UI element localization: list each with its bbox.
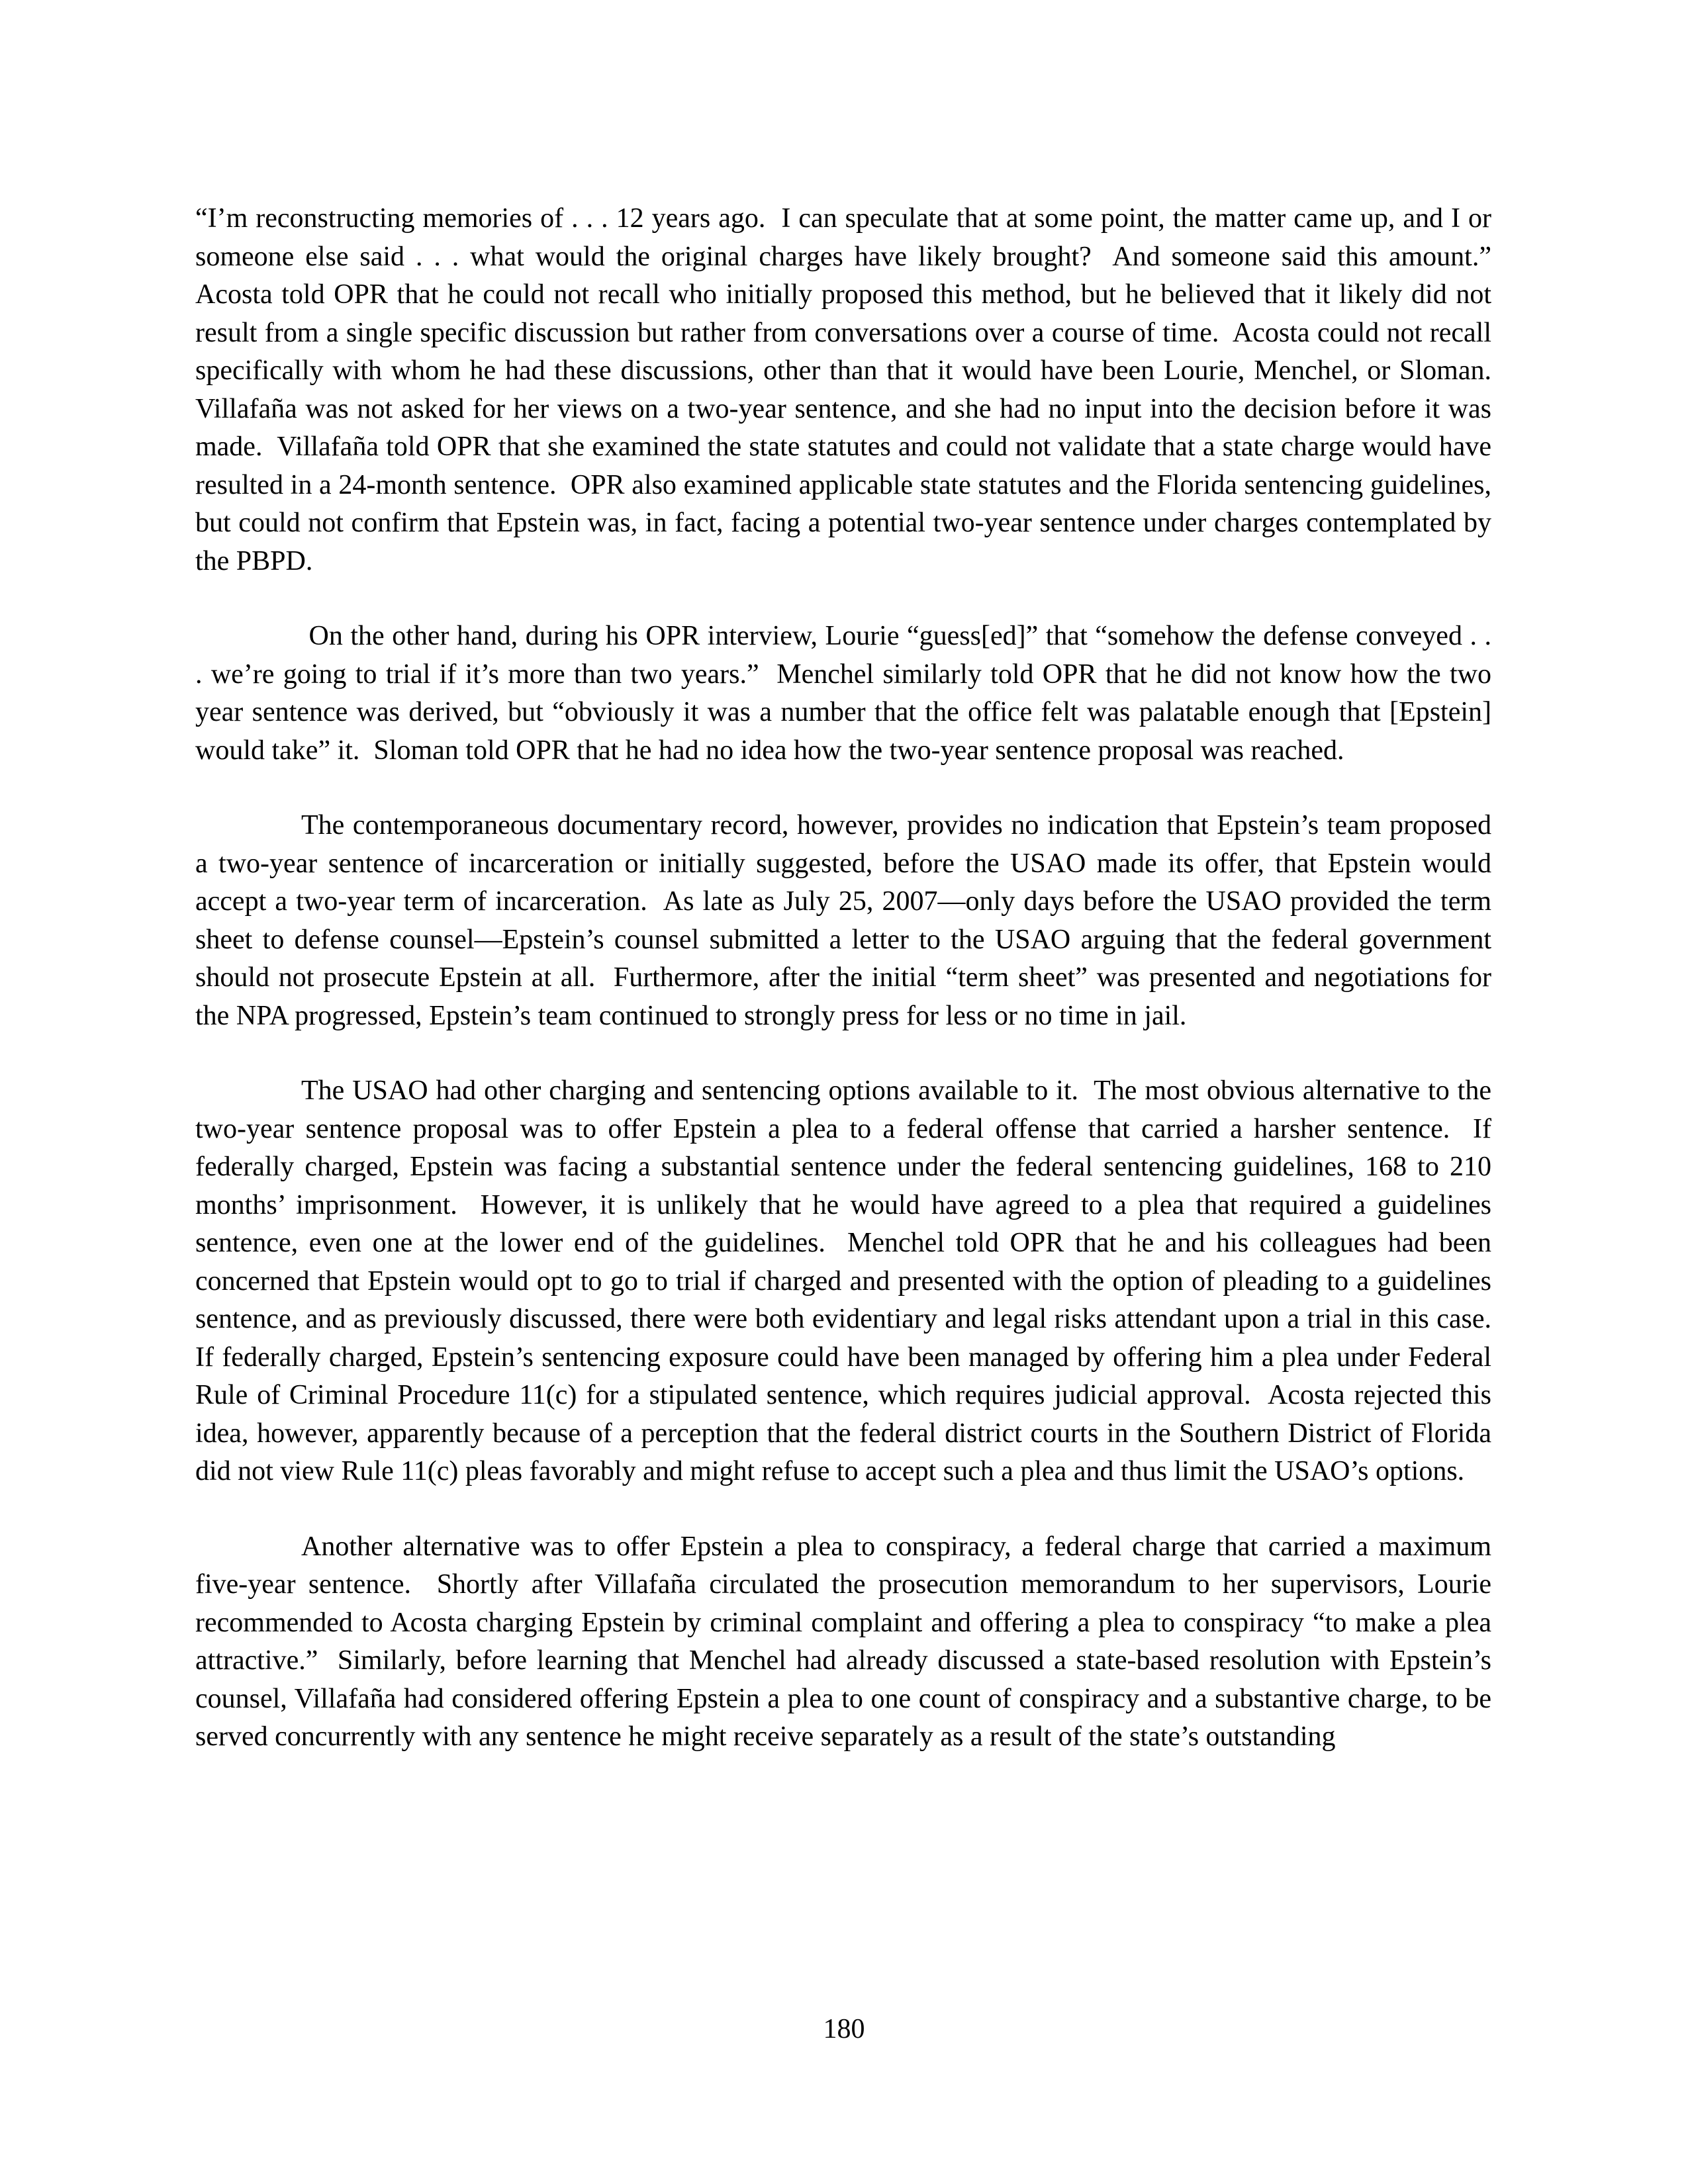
paragraph-2: On the other hand, during his OPR interview, Lourie “guess[ed]” that “somehow the defense conveyed . . . we’re going to trial if it’s more than two years.” Menchel similarly told OPR that he did not know how the two year sentence was derived, but “obviously it was a number that the office felt was palatable enough that [Epstein] would take” it. Sloman told OPR that he had no idea how the two-year sentence proposal was reached. bbox=[195, 621, 1499, 766]
body-text bbox=[195, 200, 1505, 1756]
paragraph-4: The USAO had other charging and sentencing options available to it. The most obvious alternative to the two-year sentence proposal was to offer Epstein a plea to a federal offense that carried a harsher sentence. If federally charged, Epstein was facing a substantial sentence under the federal sentencing guidelines, 168 to 210 months’ imprisonment. However, it is unlikely that he would have agreed to a plea that required a guidelines sentence, even one at the lower end of the guidelines. Menchel told OPR that he and his colleagues had been concerned that Epstein would opt to go to trial if charged and presented with the option of pleading to a guidelines sentence, and as previously discussed, there were both evidentiary and legal risks attendant upon a trial in this case. If federally charged, Epstein’s sentencing exposure could have been managed by offering him a plea under Federal Rule of Criminal Procedure 11(c) for a stipulated sentence, which requires judicial approval. Acosta rejected this idea, however, apparently because of a perception that the federal district courts in the Southern District of Florida did not view Rule 11(c) pleas favorably and might refuse to accept such a plea and thus limit the USAO’s options. bbox=[195, 1075, 1505, 1486]
page-number: 180 bbox=[823, 2014, 865, 2044]
paragraph-1: “I’m reconstructing memories of . . . 12 years ago. I can speculate that at some point, the matter came up, and I or someone else said . . . what would the original charges have likely brought? And someone said this amount.” Acosta told OPR that he could not recall who initially proposed this method, but he believed that it likely did not result from a single specific discussion but rather from conversations over a course of time. Acosta could not recall specifically with whom he had these discussions, other than that it would have been Lourie, Menchel, or Sloman. Villafaña was not asked for her views on a two-year sentence, and she had no input into the decision before it was made. Villafaña told OPR that she examined the state statutes and could not validate that a state charge would have resulted in a 24-month sentence. OPR also examined applicable state statutes and the Florida sentencing guidelines, but could not confirm that Epstein was, in fact, facing a potential two-year sentence under charges contemplated by the PBPD. bbox=[195, 203, 1505, 576]
paragraph-3: The contemporaneous documentary record, however, provides no indication that Epstein’s team proposed a two-year sentence of incarceration or initially suggested, before the USAO made its offer, that Epstein would accept a two-year term of incarceration. As late as July 25, 2007—only days before the USAO provided the term sheet to defense counsel—Epstein’s counsel submitted a letter to the USAO arguing that the federal government should not prosecute Epstein at all. Furthermore, after the initial “term sheet” was presented and negotiations for the NPA progressed, Epstein’s team continued to strongly press for less or no time in jail. bbox=[195, 810, 1499, 1031]
paragraph-5: Another alternative was to offer Epstein a plea to conspiracy, a federal charge that carried a maximum five-year sentence. Shortly after Villafaña circulated the prosecution memorandum to her supervisors, Lourie recommended to Acosta charging Epstein by criminal complaint and offering a plea to conspiracy “to make a plea attractive.” Similarly, before learning that Menchel had already discussed a state-based resolution with Epstein’s counsel, Villafaña had considered offering Epstein a plea to one count of conspiracy and a substantive charge, to be served concurrently with any sentence he might receive separately as a result of the state’s outstanding bbox=[195, 1531, 1499, 1752]
